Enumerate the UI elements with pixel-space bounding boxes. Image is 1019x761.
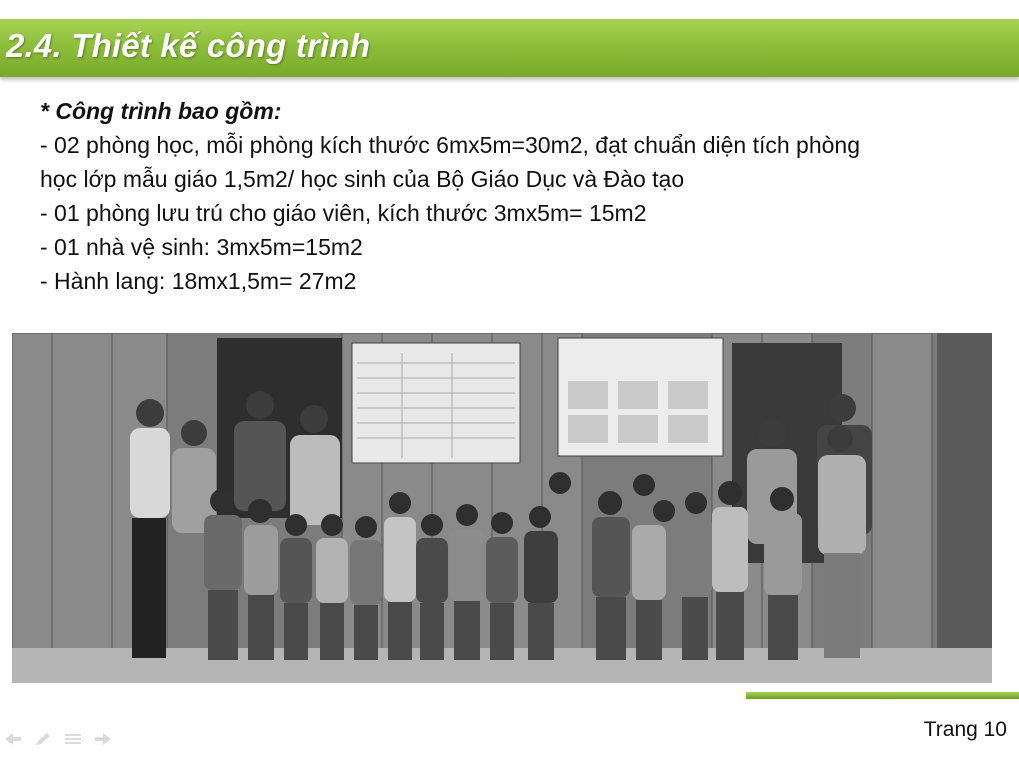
slide-title: 2.4. Thiết kế công trình — [6, 27, 371, 64]
content-line: - 01 phòng lưu trú cho giáo viên, kích thước 3mx5m= 15m2 — [40, 200, 647, 226]
content-line: - 02 phòng học, mỗi phòng kích thước 6mx5m=30m2, đạt chuẩn diện tích phòng — [40, 132, 861, 158]
content-line: - 01 nhà vệ sinh: 3mx5m=15m2 — [40, 234, 363, 260]
content-heading: * Công trình bao gồm: — [40, 98, 282, 124]
group-photo-drawing — [12, 333, 992, 683]
slide-nav-controls — [4, 732, 112, 746]
footer-accent-line — [746, 692, 1019, 699]
next-arrow-icon[interactable] — [94, 732, 112, 746]
menu-icon[interactable] — [64, 732, 82, 746]
group-photo — [12, 333, 992, 683]
content-line: - Hành lang: 18mx1,5m= 27m2 — [40, 268, 357, 294]
pen-icon[interactable] — [34, 732, 52, 746]
title-bar — [0, 19, 1019, 77]
page-number: Trang 10 — [923, 718, 1007, 741]
prev-arrow-icon[interactable] — [4, 732, 22, 746]
content-line: học lớp mẫu giáo 1,5m2/ học sinh của Bộ Giáo Dục và Đào tạo — [40, 166, 685, 192]
content-text — [40, 94, 1000, 298]
